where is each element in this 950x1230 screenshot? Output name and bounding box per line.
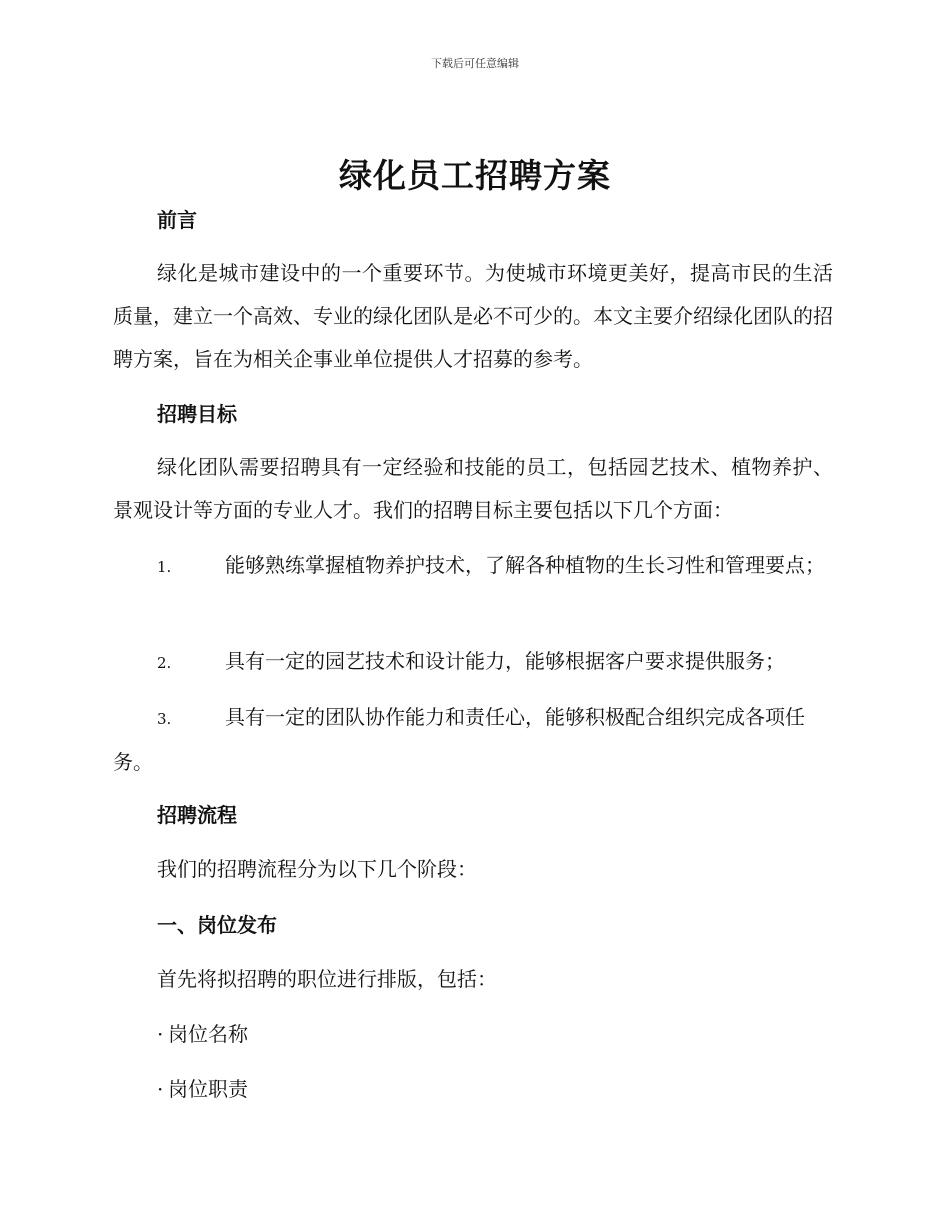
list-item-number: 3. bbox=[157, 710, 172, 728]
heading-goals: 招聘目标 bbox=[157, 402, 237, 426]
list-item bbox=[113, 544, 833, 589]
paragraph-preface: 绿化是城市建设中的一个重要环节。为使城市环境更美好，提高市民的生活质量，建立一个高效、专业的绿化团队是必不可少的。本文主要介绍绿化团队的招聘方案，旨在为相关企事业单位提供人才招募的参考。 bbox=[113, 261, 833, 371]
heading-preface: 前言 bbox=[157, 208, 197, 232]
header-note: 下载后可任意编辑 bbox=[431, 57, 519, 70]
document-title: 绿化员工招聘方案 bbox=[339, 156, 611, 195]
heading-process: 招聘流程 bbox=[157, 803, 237, 827]
bullet-dot-icon: · bbox=[157, 1022, 164, 1046]
heading-step-1: 一、岗位发布 bbox=[157, 913, 277, 937]
step-1-intro: 首先将拟招聘的职位进行排版，包括： bbox=[157, 967, 497, 991]
process-intro: 我们的招聘流程分为以下几个阶段： bbox=[157, 857, 477, 881]
bullet-item bbox=[157, 1020, 248, 1048]
bullet-text: 岗位职责 bbox=[168, 1077, 248, 1101]
bullet-dot-icon: · bbox=[157, 1077, 164, 1101]
list-item-number: 2. bbox=[157, 654, 172, 672]
list-item-text: 具有一定的园艺技术和设计能力，能够根据客户要求提供服务； bbox=[225, 649, 785, 673]
list-item bbox=[113, 696, 833, 784]
list-item bbox=[113, 640, 833, 685]
list-item-text: 能够熟练掌握植物养护技术，了解各种植物的生长习性和管理要点； bbox=[225, 553, 825, 577]
bullet-text: 岗位名称 bbox=[168, 1022, 248, 1046]
bullet-item bbox=[157, 1075, 248, 1103]
list-item-text: 具有一定的团队协作能力和责任心，能够积极配合组织完成各项任务。 bbox=[113, 705, 805, 774]
paragraph-goals: 绿化团队需要招聘具有一定经验和技能的员工，包括园艺技术、植物养护、景观设计等方面的专业人才。我们的招聘目标主要包括以下几个方面： bbox=[113, 455, 833, 522]
list-item-number: 1. bbox=[157, 558, 172, 576]
